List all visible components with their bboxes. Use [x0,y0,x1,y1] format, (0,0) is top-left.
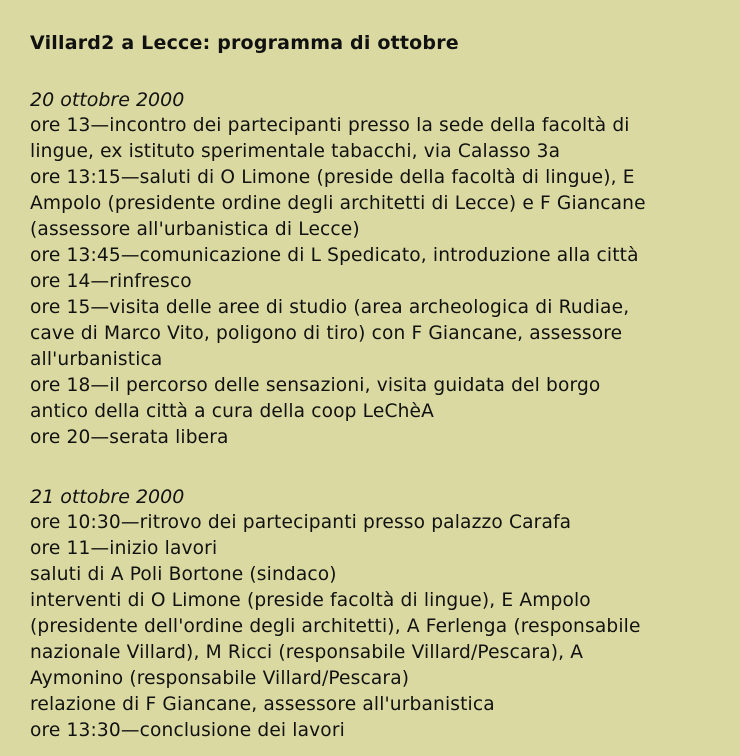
schedule-line: antico della città a cura della coop LeChèA [30,401,434,422]
schedule-line: interventi di O Limone (preside facoltà di lingue), E Ampolo [30,590,591,611]
schedule-line: ore 13—incontro dei partecipanti presso la sede della facoltà di [30,115,630,136]
day-date: 20 ottobre 2000 [30,89,185,111]
schedule-line: ore 20—serata libera [30,427,229,448]
day-section-20-october [30,87,740,451]
schedule-line: (presidente dell'ordine degli architetti), A Ferlenga (responsabile [30,616,641,637]
schedule-line: (assessore all'urbanistica di Lecce) [30,219,360,240]
schedule-line: ore 11—inizio lavori [30,538,218,559]
schedule-line: ore 14—rinfresco [30,271,192,292]
schedule-line: all'urbanistica [30,349,163,370]
schedule-line: cave di Marco Vito, poligono di tiro) con F Giancane, assessore [30,323,623,344]
schedule-line: ore 13:45—comunicazione di L Spedicato, introduzione alla città [30,245,639,266]
schedule-line: Aymonino (responsabile Villard/Pescara) [30,668,410,689]
schedule-line: saluti di A Poli Bortone (sindaco) [30,564,337,585]
schedule-line: ore 10:30—ritrovo dei partecipanti presso palazzo Carafa [30,512,572,533]
schedule-line: ore 13:30—conclusione dei lavori [30,720,345,741]
schedule-line: lingue, ex istituto sperimentale tabacchi, via Calasso 3a [30,141,561,162]
schedule-line: ore 13:15—saluti di O Limone (preside della facoltà di lingue), E [30,167,635,188]
day-section-21-october [30,484,740,744]
day-date: 21 ottobre 2000 [30,486,185,508]
page-title: Villard2 a Lecce: programma di ottobre [30,32,459,54]
schedule-line: ore 18—il percorso delle sensazioni, visita guidata del borgo [30,375,601,396]
schedule-line: relazione di F Giancane, assessore all'urbanistica [30,694,495,715]
schedule-line: Ampolo (presidente ordine degli architetti di Lecce) e F Giancane [30,193,646,214]
schedule-line: ore 15—visita delle aree di studio (area archeologica di Rudiae, [30,297,630,318]
schedule-line: nazionale Villard), M Ricci (responsabile Villard/Pescara), A [30,642,584,663]
